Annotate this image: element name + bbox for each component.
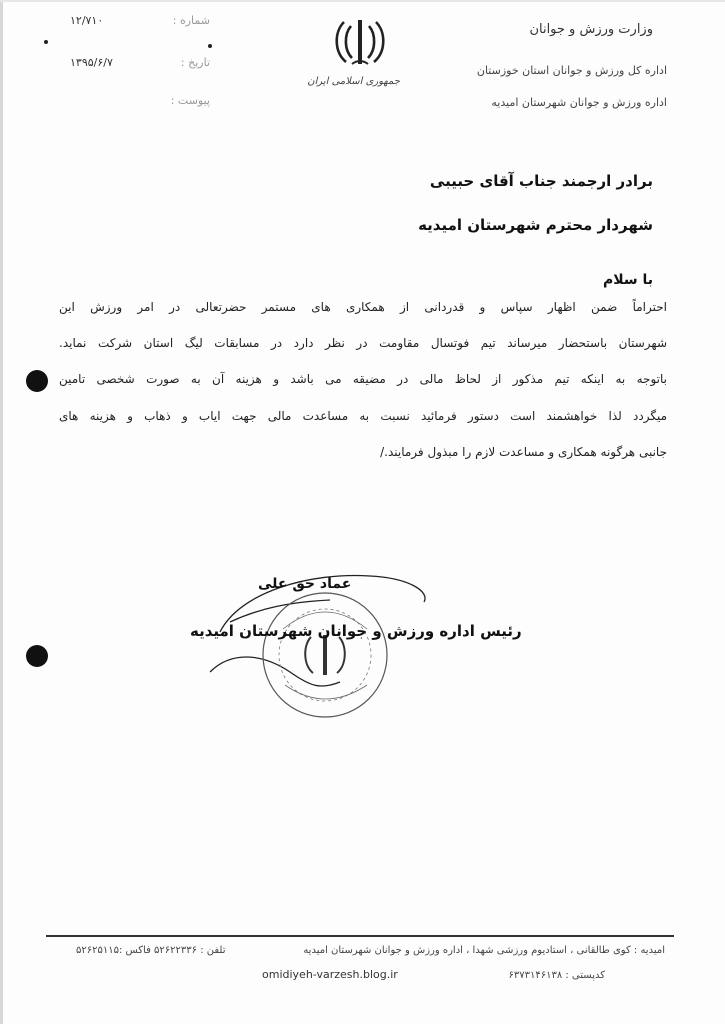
number-value: ۱۲/۷۱۰ xyxy=(70,14,104,27)
province-department: اداره کل ورزش و جوانان استان خوزستان xyxy=(476,64,667,77)
official-stamp xyxy=(255,585,395,725)
recipient-line: برادر ارجمند جناب آقای حبیبی xyxy=(429,172,653,190)
body-line-2: شهرستان باستحضار میرساند تیم فوتسال مقاومت در نظر دارد در مسابقات لیگ استان شرکت نماید. xyxy=(59,336,667,350)
ministry-name: وزارت ورزش و جوانان xyxy=(529,22,653,37)
number-label: شماره : xyxy=(172,14,210,27)
attachment-row xyxy=(70,94,210,114)
city-department: اداره ورزش و جوانان شهرستان امیدیه xyxy=(491,96,667,109)
recipient-title: شهردار محترم شهرستان امیدیه xyxy=(418,216,653,234)
footer-divider xyxy=(46,935,674,937)
footer-website: omidiyeh-varzesh.blog.ir xyxy=(262,968,398,981)
footer-postal-code: کدپستی : ۶۳۷۳۱۴۶۱۳۸ xyxy=(508,970,605,981)
paper-edge xyxy=(0,0,3,1024)
iran-emblem-icon xyxy=(330,14,390,70)
date-label: تاریخ : xyxy=(180,56,210,69)
body-line-4: میگردد لذا خواهشمند است دستور فرمائید نسبت به مساعدت مالی جهت ایاب و ذهاب و هزینه های xyxy=(59,409,667,423)
emblem-block xyxy=(307,14,400,87)
punch-hole xyxy=(26,645,48,667)
emblem-caption: جمهوری اسلامی ایران xyxy=(307,76,400,87)
scan-speck xyxy=(208,44,212,48)
punch-hole xyxy=(26,370,48,392)
body-line-3: باتوجه به اینکه تیم مذکور از لحاظ مالی در مضیقه می باشد و هزینه آن به صورت شخصی تامین xyxy=(59,372,667,386)
letter-date-row xyxy=(70,56,210,76)
signer-name: عماد حق علی xyxy=(258,576,352,592)
attachment-label: پیوست : xyxy=(170,94,210,107)
body-line-1: احتراماً ضمن اظهار سپاس و قدردانی از همکاری های مستمر حضرتعالی در امر ورزش این xyxy=(59,300,667,314)
date-value: ۱۳۹۵/۶/۷ xyxy=(70,56,113,69)
letter-number-row xyxy=(70,14,210,34)
footer-phone-fax: تلفن : ۵۲۶۲۲۳۳۶ فاکس :۵۲۶۲۵۱۱۵ xyxy=(76,945,226,956)
signer-title: رئیس اداره ورزش و جوانان شهرستان امیدیه xyxy=(190,622,522,640)
paper-edge-top xyxy=(0,0,725,2)
body-line-5: جانبی هرگونه همکاری و مساعدت لازم را مبذول فرمایند./ xyxy=(380,445,667,459)
greeting: با سلام xyxy=(602,272,653,288)
footer-address: امیدیه : کوی طالقانی ، استادیوم ورزشی شهدا ، اداره ورزش و جوانان شهرستان امیدیه xyxy=(303,945,665,956)
scan-speck xyxy=(44,40,48,44)
